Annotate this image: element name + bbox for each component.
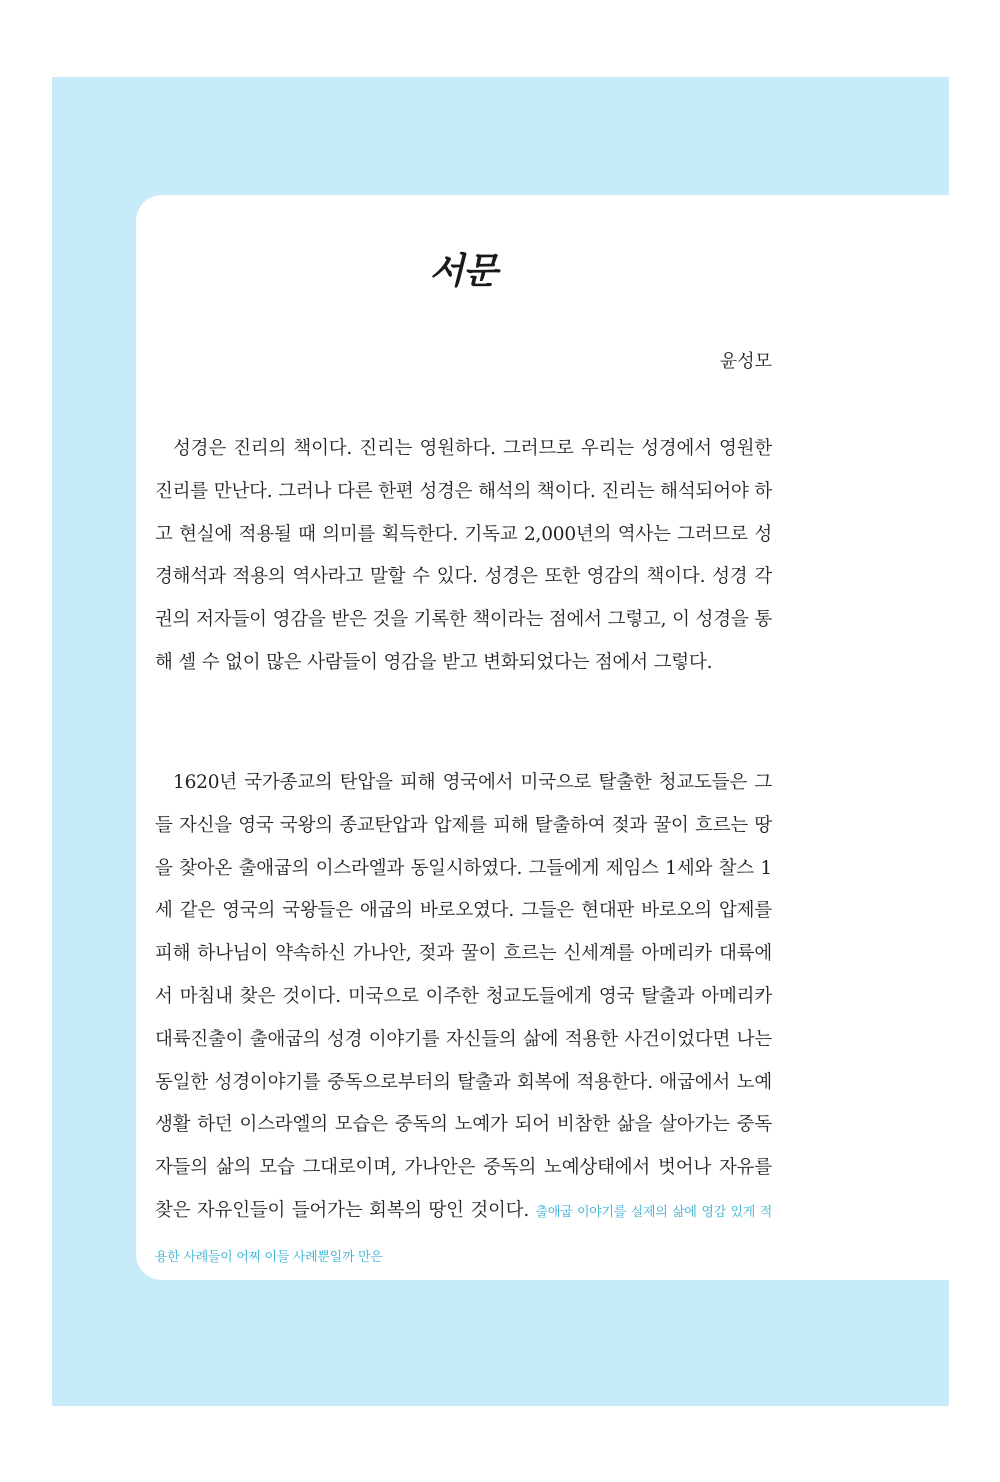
paragraph-2 <box>155 762 772 1280</box>
author-name: 윤성모 <box>719 351 772 372</box>
page-title: 서문 <box>429 251 497 292</box>
paragraph-2-text: 1620년 국가종교의 탄압을 피해 영국에서 미국으로 탈출한 청교도들은 그들 자신을 영국 국왕의 종교탄압과 압제를 피해 탈출하여 젖과 꿀이 흐르는 땅을 찾아온 출애굽의 이스라엘과 동일시하였다. 그들에게 제임스 1세와 찰스 1세 같은 영국의 국왕들은 애굽의 바로오였다. 그들은 현대판 바로오의 압제를 피해 하나님이 약속하신 가나안, 젖과 꿀이 흐르는 신세계를 아메리카 대륙에서 마침내 찾은 것이다. 미국으로 이주한 청교도들에게 영국 탈출과 아메리카 대륙진출이 출애굽의 성경 이야기를 자신들의 삶에 적용한 사건이었다면 나는 동일한 성경이야기를 중독으로부터의 탈출과 회복에 적용한다. 애굽에서 노예생활 하던 이스라엘의 모습은 중독의 노예가 되어 비참한 삶을 살아가는 중독자들의 삶의 모습 그대로이며, 가나안은 중독의 노예상태에서 벗어나 자유를 찾은 자유인들이 들어가는 회복의 땅인 것이다. <box>155 772 772 1221</box>
continuation-preview: 출애굽 이야기를 실제의 삶에 영감 있게 적용한 사례들이 어찌 이들 사례뿐일까 만은 <box>155 1204 772 1265</box>
paragraph-1: 성경은 진리의 책이다. 진리는 영원하다. 그러므로 우리는 성경에서 영원한 진리를 만난다. 그러나 다른 한편 성경은 해석의 책이다. 진리는 해석되어야 하고 현실에 적용될 때 의미를 획득한다. 기독교 2,000년의 역사는 그러므로 성경해석과 적용의 역사라고 말할 수 있다. 성경은 또한 영감의 책이다. 성경 각권의 저자들이 영감을 받은 것을 기록한 책이라는 점에서 그렇고, 이 성경을 통해 셀 수 없이 많은 사람들이 영감을 받고 변화되었다는 점에서 그렇다. <box>155 438 772 673</box>
